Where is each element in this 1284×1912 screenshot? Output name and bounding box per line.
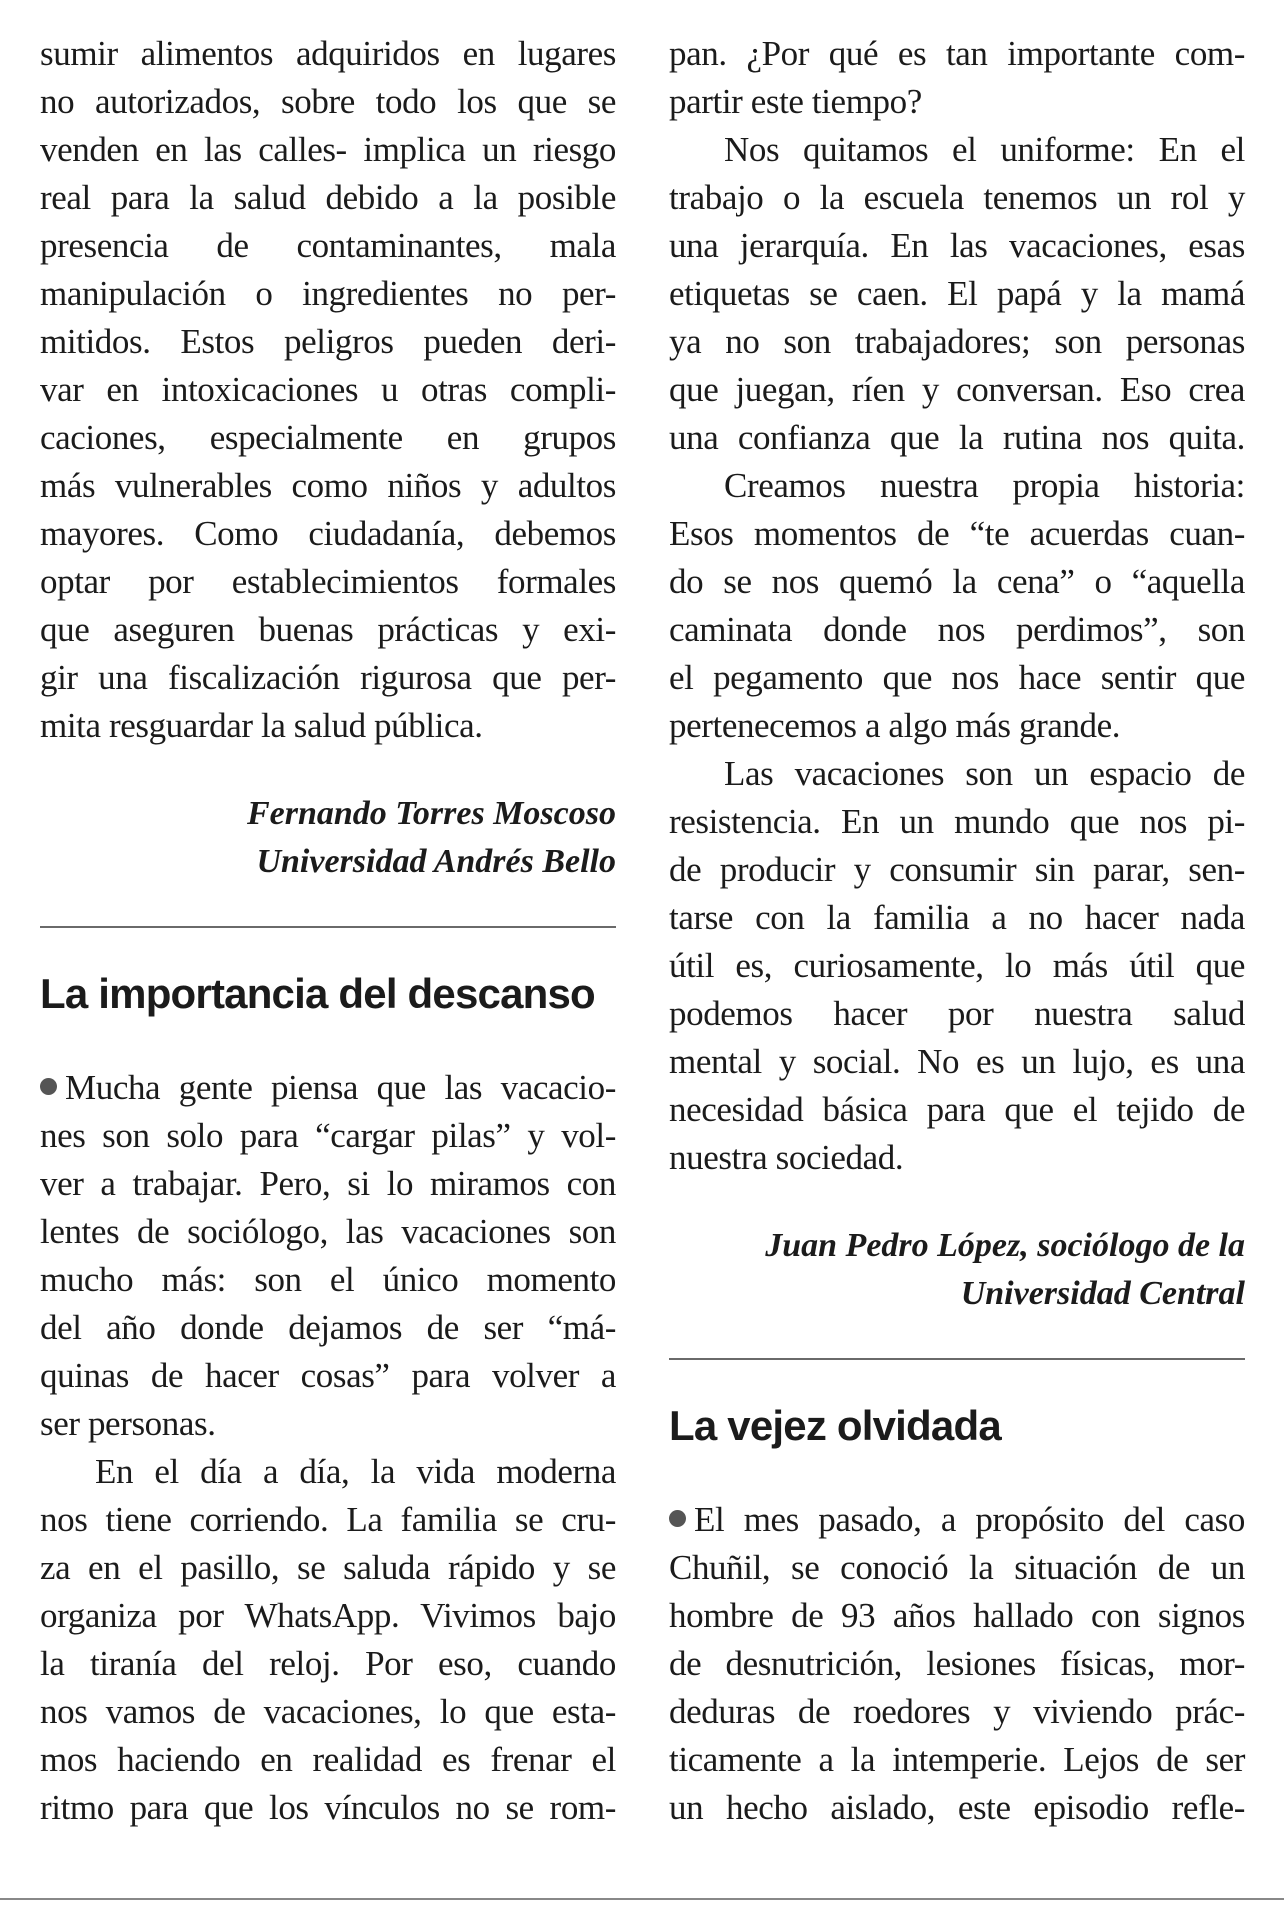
text-line: ritmo para que los vínculos no se rom-	[40, 1788, 616, 1827]
text-line: que juegan, ríen y conversan. Eso crea	[669, 370, 1245, 409]
article-paragraph	[40, 1064, 616, 1448]
text-line: Mucha gente piensa que las vacacio-	[40, 1064, 616, 1112]
text-line: mucho más: son el único momento	[40, 1260, 616, 1299]
bullet-icon	[669, 1510, 686, 1527]
text-line: una jerarquía. En las vacaciones, esas	[669, 226, 1245, 265]
text-line: resistencia. En un mundo que nos pi-	[669, 802, 1245, 841]
author-name: Fernando Torres Moscoso	[246, 795, 616, 832]
left-column	[40, 30, 616, 1832]
text-line: más vulnerables como niños y adultos	[40, 466, 616, 505]
text-line: ver a trabajar. Pero, si lo miramos con	[40, 1164, 616, 1203]
text-line: do se nos quemó la cena” o “aquella	[669, 562, 1245, 601]
text-line: podemos hacer por nuestra salud	[669, 994, 1245, 1033]
text-line: organiza por WhatsApp. Vivimos bajo	[40, 1596, 616, 1635]
text-line: de desnutrición, lesiones físicas, mor-	[669, 1644, 1245, 1683]
text-line: un hecho aislado, este episodio refle-	[669, 1788, 1245, 1827]
text-line: tarse con la familia a no hacer nada	[669, 898, 1245, 937]
right-column	[669, 30, 1245, 1832]
text-line: nes son solo para “cargar pilas” y vol-	[40, 1116, 616, 1155]
text-line: nos vamos de vacaciones, lo que esta-	[40, 1692, 616, 1731]
bottom-border	[0, 1898, 1284, 1900]
text-line: Las vacaciones son un espacio de	[724, 754, 1245, 793]
text-line: deduras de roedores y viviendo prác-	[669, 1692, 1245, 1731]
text-line: gir una fiscalización rigurosa que per-	[40, 658, 616, 697]
text-line: real para la salud debido a la posible	[40, 178, 616, 217]
author-affiliation: Universidad Andrés Bello	[256, 843, 616, 880]
text-line: caciones, especialmente en grupos	[40, 418, 616, 457]
text-line: za en el pasillo, se saluda rápido y se	[40, 1548, 616, 1587]
text-line: caminata donde nos perdimos”, son	[669, 610, 1245, 649]
text-line: mental y social. No es un lujo, es una	[669, 1042, 1245, 1081]
text-line: presencia de contaminantes, mala	[40, 226, 616, 265]
text-line: Creamos nuestra propia historia:	[724, 466, 1245, 505]
article-paragraph	[669, 126, 1245, 462]
article-paragraph	[669, 750, 1245, 1182]
text-line: Nos quitamos el uniforme: En el	[724, 130, 1245, 169]
text-line: nos tiene corriendo. La familia se cru-	[40, 1500, 616, 1539]
text-line: manipulación o ingredientes no per-	[40, 274, 616, 313]
text-line: quinas de hacer cosas” para volver a	[40, 1356, 616, 1395]
text-line: mita resguardar la salud pública.	[40, 706, 483, 745]
text-line: sumir alimentos adquiridos en lugares	[40, 34, 616, 73]
text-line: el pegamento que nos hace sentir que	[669, 658, 1245, 697]
article-paragraph	[669, 462, 1245, 750]
headline: La vejez olvidada	[669, 1402, 1001, 1449]
text-line: una confianza que la rutina nos quita.	[669, 418, 1245, 457]
text-line: etiquetas se caen. El papá y la mamá	[669, 274, 1245, 313]
text-line: la tiranía del reloj. Por eso, cuando	[40, 1644, 616, 1683]
text-line: Chuñil, se conoció la situación de un	[669, 1548, 1245, 1587]
bullet-icon	[40, 1078, 57, 1095]
text-line: útil es, curiosamente, lo más útil que	[669, 946, 1245, 985]
text-line: lentes de sociólogo, las vacaciones son	[40, 1212, 616, 1251]
text-line: mos haciendo en realidad es frenar el	[40, 1740, 616, 1779]
text-line: que aseguren buenas prácticas y exi-	[40, 610, 616, 649]
text-line: de producir y consumir sin parar, sen-	[669, 850, 1245, 889]
article-paragraph	[669, 1496, 1245, 1832]
article-paragraph	[40, 1448, 616, 1832]
text-line: no autorizados, sobre todo los que se	[40, 82, 616, 121]
author-name: Juan Pedro López, sociólogo de la	[765, 1227, 1245, 1264]
text-line: pan. ¿Por qué es tan importante com-	[669, 34, 1245, 73]
text-line: ser personas.	[40, 1404, 216, 1443]
text-line: En el día a día, la vida moderna	[95, 1452, 616, 1491]
text-line: pertenecemos a algo más grande.	[669, 706, 1121, 745]
text-line: del año donde dejamos de ser “má-	[40, 1308, 616, 1347]
text-line: ticamente a la intemperie. Lejos de ser	[669, 1740, 1245, 1779]
letter-intro	[40, 30, 616, 750]
text-line: nuestra sociedad.	[669, 1138, 904, 1177]
text-line: necesidad básica para que el tejido de	[669, 1090, 1245, 1129]
text-line: El mes pasado, a propósito del caso	[669, 1496, 1245, 1544]
text-line: mayores. Como ciudadanía, debemos	[40, 514, 616, 553]
text-line: hombre de 93 años hallado con signos	[669, 1596, 1245, 1635]
text-line: partir este tiempo?	[669, 82, 922, 121]
text-line: var en intoxicaciones u otras compli-	[40, 370, 616, 409]
author-affiliation: Universidad Central	[960, 1275, 1245, 1312]
headline: La importancia del descanso	[40, 970, 595, 1017]
text-line: mitidos. Estos peligros pueden deri-	[40, 322, 616, 361]
article-paragraph	[669, 30, 1245, 126]
text-line: ya no son trabajadores; son personas	[669, 322, 1245, 361]
text-line: trabajo o la escuela tenemos un rol y	[669, 178, 1245, 217]
text-line: venden en las calles- implica un riesgo	[40, 130, 616, 169]
text-line: optar por establecimientos formales	[40, 562, 616, 601]
text-line: Esos momentos de “te acuerdas cuan-	[669, 514, 1245, 553]
